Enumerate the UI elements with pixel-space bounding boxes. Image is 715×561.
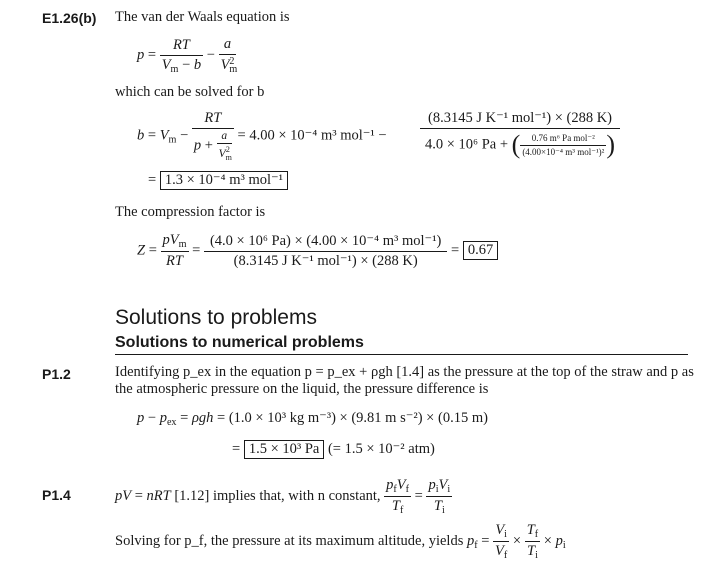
section-heading: Solutions to problems xyxy=(115,306,317,329)
z-numerator: (4.0 × 10⁶ Pa) × (4.00 × 10⁻⁴ m³ mol⁻¹) xyxy=(204,233,447,252)
b-equation: $b = V_m$ − RT p + $\frac{a}{V_m^2}$ = 4.00 × 10⁻⁴ m³ mol⁻¹ − xyxy=(137,110,387,162)
vdw-equation: p = $\frac{RT}{V_m - b}$ − $\frac{a}{V_m^2}$ xyxy=(137,36,238,75)
problem-label-p12: P1.2 xyxy=(42,366,71,382)
b-denominator-lead: 4.0 × 10⁶ Pa + xyxy=(424,136,509,153)
z-result-box: 0.67 xyxy=(463,241,498,260)
z-equation: Z = $\frac{pV_m}{RT}$ = $\frac{\text{(4.0 × 10⁶ Pa) × (4.00 × 10⁻⁴ m³ mol⁻¹)}}{\text{(8.3145 J K⁻¹ mol⁻¹) × (288 K)}}$ = 0.67 xyxy=(137,232,498,270)
b-result-line: = 1.3 × 10⁻⁴ m³ mol⁻¹ xyxy=(148,171,288,190)
p12-text-line1: Identifying p_ex in the equation p = p_ex + ρgh [1.4] as the pressure at the top of the straw and p as xyxy=(115,364,694,380)
compression-factor-text: The compression factor is xyxy=(115,204,266,220)
p14-solve-text: Solving for p_f, the pressure at its maximum altitude, yields xyxy=(115,532,464,549)
section-subheading: Solutions to numerical problems xyxy=(115,334,364,351)
b-vm-value: 4.00 × 10⁻⁴ m³ mol⁻¹ xyxy=(249,127,375,144)
p12-result-atm: (= 1.5 × 10⁻² atm) xyxy=(327,441,435,457)
solve-for-b-text: which can be solved for b xyxy=(115,84,265,100)
p14-solve-line: Solving for p_f, the pressure at its maximum altitude, yields $p_f$ = $\frac{V_i}{V_f}$ × $\frac{T_f}{T_i}$ × $p_i$ xyxy=(115,522,566,561)
b-inner-numerator: 0.76 m⁶ Pa mol⁻² xyxy=(520,133,606,146)
exercise-label-e126b: E1.26(b) xyxy=(42,10,97,26)
p14-text-a: [1.12] implies that, with n constant, xyxy=(174,487,381,504)
b-numerator: (8.3145 J K⁻¹ mol⁻¹) × (288 K) xyxy=(420,110,620,129)
z-denominator: (8.3145 J K⁻¹ mol⁻¹) × (288 K) xyxy=(233,252,418,269)
b-result-box: 1.3 × 10⁻⁴ m³ mol⁻¹ xyxy=(160,171,288,190)
heading-rule xyxy=(115,354,688,355)
b-fraction: (8.3145 J K⁻¹ mol⁻¹) × (288 K) 4.0 × 10⁶ Pa + ( $\frac{\text{0.76 m⁶ Pa mol⁻²}}{\text{(4.00×10⁻⁴ m³ mol⁻¹)²}}$ ) xyxy=(420,110,620,160)
vdw-intro-text: The van der Waals equation is xyxy=(115,9,290,25)
b-inner-denominator: (4.00×10⁻⁴ m³ mol⁻¹)² xyxy=(522,146,605,157)
p12-result-box: 1.5 × 10³ Pa xyxy=(244,440,325,459)
p12-text-line2: the atmospheric pressure on the liquid, the pressure difference is xyxy=(115,381,489,397)
p14-ideal-gas-line: pV = nRT [1.12] implies that, with n constant, $\frac{p_fV_f}{T_f}$ = $\frac{p_iV_i}{T_i}$ xyxy=(115,477,451,516)
problem-label-p14: P1.4 xyxy=(42,487,71,503)
p12-calculation: (1.0 × 10³ kg m⁻³) × (9.81 m s⁻²) × (0.15 m) xyxy=(228,410,488,426)
p12-equation: $p - p_{ex} = \rho gh = (1.0 \times 10^3$ kg m⁻³) × (9.81 m s⁻²) × (0.15 m) xyxy=(137,410,488,428)
p12-result-line: = 1.5 × 10³ Pa (= 1.5 × 10⁻² atm) xyxy=(232,441,435,457)
